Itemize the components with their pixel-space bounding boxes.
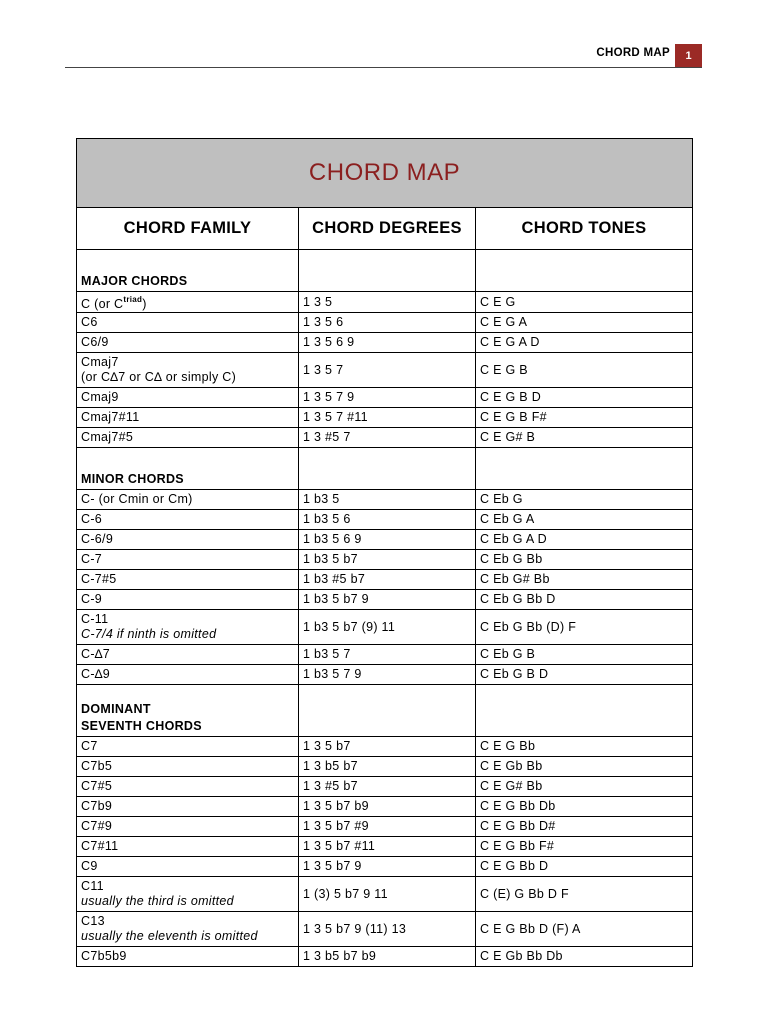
section-label: MINOR CHORDS bbox=[81, 472, 184, 486]
chord-tones-cell: C E G Bb bbox=[476, 737, 693, 757]
chord-degrees-cell: 1 3 5 b7 9 (11) 13 bbox=[299, 912, 476, 947]
table-row bbox=[77, 313, 693, 333]
chord-name: C-7 bbox=[81, 552, 103, 566]
chord-note: (or C∆7 or C∆ or simply C) bbox=[81, 370, 237, 384]
section-header-row bbox=[77, 685, 693, 737]
chord-name: C7b5 bbox=[81, 759, 113, 773]
chord-degrees-cell: 1 b3 5 6 bbox=[299, 510, 476, 530]
chord-family-cell bbox=[77, 817, 299, 837]
section-empty-cell bbox=[299, 448, 476, 490]
section-label: DOMINANT bbox=[81, 702, 151, 716]
table-row bbox=[77, 645, 693, 665]
chord-tones-cell: C E G B bbox=[476, 353, 693, 388]
chord-name: C-7#5 bbox=[81, 572, 117, 586]
table-row bbox=[77, 490, 693, 510]
chord-tones-cell: C E G Bb F# bbox=[476, 837, 693, 857]
chord-tones-cell: C E Gb Bb bbox=[476, 757, 693, 777]
table-row bbox=[77, 333, 693, 353]
chord-degrees-cell: 1 3 5 b7 #11 bbox=[299, 837, 476, 857]
chord-tones-cell: C Eb G Bb bbox=[476, 550, 693, 570]
chord-degrees-cell: 1 3 5 7 bbox=[299, 353, 476, 388]
chord-degrees-cell: 1 b3 5 7 9 bbox=[299, 665, 476, 685]
section-header-row bbox=[77, 448, 693, 490]
page-header bbox=[0, 0, 768, 70]
chord-degrees-cell: 1 (3) 5 b7 9 11 bbox=[299, 877, 476, 912]
table-row bbox=[77, 912, 693, 947]
table-row bbox=[77, 428, 693, 448]
chord-family-cell bbox=[77, 737, 299, 757]
chord-name: C7#11 bbox=[81, 839, 119, 853]
chord-tones-cell: C E G# Bb bbox=[476, 777, 693, 797]
chord-family-cell bbox=[77, 877, 299, 912]
chord-tones-cell: C E G bbox=[476, 292, 693, 313]
chord-name: C6 bbox=[81, 315, 98, 329]
chord-name: Cmaj7 bbox=[81, 355, 119, 369]
section-empty-cell bbox=[476, 685, 693, 737]
chord-name: C7b9 bbox=[81, 799, 113, 813]
chord-name: Cmaj7#11 bbox=[81, 410, 140, 424]
chord-note: usually the third is omitted bbox=[81, 894, 234, 908]
chord-name: Cmaj9 bbox=[81, 390, 119, 404]
section-empty-cell bbox=[476, 250, 693, 292]
chord-tones-cell: C Eb G B bbox=[476, 645, 693, 665]
chord-family-cell bbox=[77, 313, 299, 333]
chord-name: C9 bbox=[81, 859, 98, 873]
table-row bbox=[77, 510, 693, 530]
column-header-row bbox=[77, 208, 693, 250]
section-label-cell bbox=[77, 448, 299, 490]
chord-name: C-∆9 bbox=[81, 667, 110, 681]
chord-family-cell bbox=[77, 777, 299, 797]
chord-degrees-cell: 1 b3 5 bbox=[299, 490, 476, 510]
chord-name: C-∆7 bbox=[81, 647, 110, 661]
chord-name-superscript: triad bbox=[123, 295, 143, 304]
chord-family-cell bbox=[77, 797, 299, 817]
chord-note: C-7/4 if ninth is omitted bbox=[81, 627, 217, 641]
table-row bbox=[77, 408, 693, 428]
chord-tones-cell: C E G A bbox=[476, 313, 693, 333]
section-label-cell bbox=[77, 250, 299, 292]
table-row bbox=[77, 388, 693, 408]
chord-family-cell bbox=[77, 530, 299, 550]
chord-name: C-6/9 bbox=[81, 532, 114, 546]
chord-family-cell bbox=[77, 757, 299, 777]
chord-degrees-cell: 1 b3 5 7 bbox=[299, 645, 476, 665]
chord-name: C-9 bbox=[81, 592, 103, 606]
chord-name: C7#9 bbox=[81, 819, 113, 833]
chord-degrees-cell: 1 3 5 6 9 bbox=[299, 333, 476, 353]
chord-name: C6/9 bbox=[81, 335, 109, 349]
chord-family-cell bbox=[77, 665, 299, 685]
chord-name: C7b5b9 bbox=[81, 949, 127, 963]
chord-family-cell bbox=[77, 857, 299, 877]
chord-name: C (or C bbox=[81, 297, 124, 311]
table-row bbox=[77, 665, 693, 685]
section-label: MAJOR CHORDS bbox=[81, 274, 188, 288]
chord-degrees-cell: 1 3 5 7 9 bbox=[299, 388, 476, 408]
chord-degrees-cell: 1 3 5 7 #11 bbox=[299, 408, 476, 428]
page-number: 1 bbox=[675, 44, 702, 67]
chord-name: C-11 bbox=[81, 612, 109, 626]
chord-tones-cell: C E G Bb D (F) A bbox=[476, 912, 693, 947]
chord-family-cell bbox=[77, 570, 299, 590]
chord-degrees-cell: 1 b3 #5 b7 bbox=[299, 570, 476, 590]
table-row bbox=[77, 947, 693, 967]
chord-degrees-cell: 1 b3 5 6 9 bbox=[299, 530, 476, 550]
chord-degrees-cell: 1 3 5 b7 bbox=[299, 737, 476, 757]
chord-name: C11 bbox=[81, 879, 104, 893]
chord-degrees-cell: 1 3 5 b7 b9 bbox=[299, 797, 476, 817]
chord-degrees-cell: 1 3 5 b7 9 bbox=[299, 857, 476, 877]
chord-tones-cell: C Eb G bbox=[476, 490, 693, 510]
table-row bbox=[77, 797, 693, 817]
chord-name: C13 bbox=[81, 914, 105, 928]
chord-tones-cell: C Eb G Bb D bbox=[476, 590, 693, 610]
table-row bbox=[77, 757, 693, 777]
table-row bbox=[77, 590, 693, 610]
chord-family-cell bbox=[77, 490, 299, 510]
chord-family-cell bbox=[77, 333, 299, 353]
chord-degrees-cell: 1 3 #5 b7 bbox=[299, 777, 476, 797]
chord-name: Cmaj7#5 bbox=[81, 430, 134, 444]
table-row bbox=[77, 737, 693, 757]
chord-map-table bbox=[76, 138, 693, 967]
chord-degrees-cell: 1 3 b5 b7 bbox=[299, 757, 476, 777]
chord-family-cell bbox=[77, 428, 299, 448]
header-rule bbox=[65, 67, 702, 68]
chord-degrees-cell: 1 b3 5 b7 (9) 11 bbox=[299, 610, 476, 645]
section-header-row bbox=[77, 250, 693, 292]
chord-family-cell bbox=[77, 947, 299, 967]
table-row bbox=[77, 857, 693, 877]
table-row bbox=[77, 610, 693, 645]
section-label-cell bbox=[77, 685, 299, 737]
chord-degrees-cell: 1 b3 5 b7 bbox=[299, 550, 476, 570]
chord-family-cell bbox=[77, 645, 299, 665]
chord-name: C- (or Cmin or Cm) bbox=[81, 492, 193, 506]
chord-tones-cell: C (E) G Bb D F bbox=[476, 877, 693, 912]
chord-degrees-cell: 1 3 5 6 bbox=[299, 313, 476, 333]
chord-degrees-cell: 1 3 b5 b7 b9 bbox=[299, 947, 476, 967]
column-header-degrees: CHORD DEGREES bbox=[299, 208, 476, 250]
chord-tones-cell: C E G Bb Db bbox=[476, 797, 693, 817]
chord-note: usually the eleventh is omitted bbox=[81, 929, 258, 943]
chord-degrees-cell: 1 3 #5 7 bbox=[299, 428, 476, 448]
chord-family-cell bbox=[77, 388, 299, 408]
table-row bbox=[77, 570, 693, 590]
chord-family-cell bbox=[77, 590, 299, 610]
section-empty-cell bbox=[299, 685, 476, 737]
table-body bbox=[77, 139, 693, 967]
table-row bbox=[77, 837, 693, 857]
table-row bbox=[77, 777, 693, 797]
table-row bbox=[77, 353, 693, 388]
chord-degrees-cell: 1 3 5 b7 #9 bbox=[299, 817, 476, 837]
section-label: SEVENTH CHORDS bbox=[81, 719, 202, 733]
table-row bbox=[77, 550, 693, 570]
chord-name: C7 bbox=[81, 739, 98, 753]
chord-tones-cell: C Eb G A bbox=[476, 510, 693, 530]
title-row bbox=[77, 139, 693, 208]
chord-degrees-cell: 1 3 5 bbox=[299, 292, 476, 313]
column-header-family: CHORD FAMILY bbox=[77, 208, 299, 250]
chord-degrees-cell: 1 b3 5 b7 9 bbox=[299, 590, 476, 610]
table-row bbox=[77, 530, 693, 550]
chord-tones-cell: C Eb G B D bbox=[476, 665, 693, 685]
chord-tones-cell: C E G# B bbox=[476, 428, 693, 448]
chord-tones-cell: C E G B F# bbox=[476, 408, 693, 428]
chord-tones-cell: C E G B D bbox=[476, 388, 693, 408]
table-row bbox=[77, 877, 693, 912]
chord-family-cell bbox=[77, 837, 299, 857]
table-title: CHORD MAP bbox=[77, 139, 693, 208]
chord-family-cell bbox=[77, 408, 299, 428]
chord-tones-cell: C E Gb Bb Db bbox=[476, 947, 693, 967]
chord-family-cell bbox=[77, 550, 299, 570]
header-title: CHORD MAP bbox=[596, 47, 670, 59]
table-row bbox=[77, 292, 693, 313]
chord-tones-cell: C Eb G A D bbox=[476, 530, 693, 550]
chord-tones-cell: C Eb G# Bb bbox=[476, 570, 693, 590]
chord-tones-cell: C Eb G Bb (D) F bbox=[476, 610, 693, 645]
chord-family-cell bbox=[77, 510, 299, 530]
section-empty-cell bbox=[476, 448, 693, 490]
section-empty-cell bbox=[299, 250, 476, 292]
chord-name: C-6 bbox=[81, 512, 103, 526]
chord-name: C7#5 bbox=[81, 779, 113, 793]
column-header-tones: CHORD TONES bbox=[476, 208, 693, 250]
chord-tones-cell: C E G Bb D# bbox=[476, 817, 693, 837]
chord-tones-cell: C E G A D bbox=[476, 333, 693, 353]
chord-family-cell bbox=[77, 292, 299, 313]
chord-tones-cell: C E G Bb D bbox=[476, 857, 693, 877]
chord-family-cell bbox=[77, 610, 299, 645]
table-row bbox=[77, 817, 693, 837]
chord-name-tail: ) bbox=[142, 297, 147, 311]
chord-family-cell bbox=[77, 912, 299, 947]
chord-family-cell bbox=[77, 353, 299, 388]
